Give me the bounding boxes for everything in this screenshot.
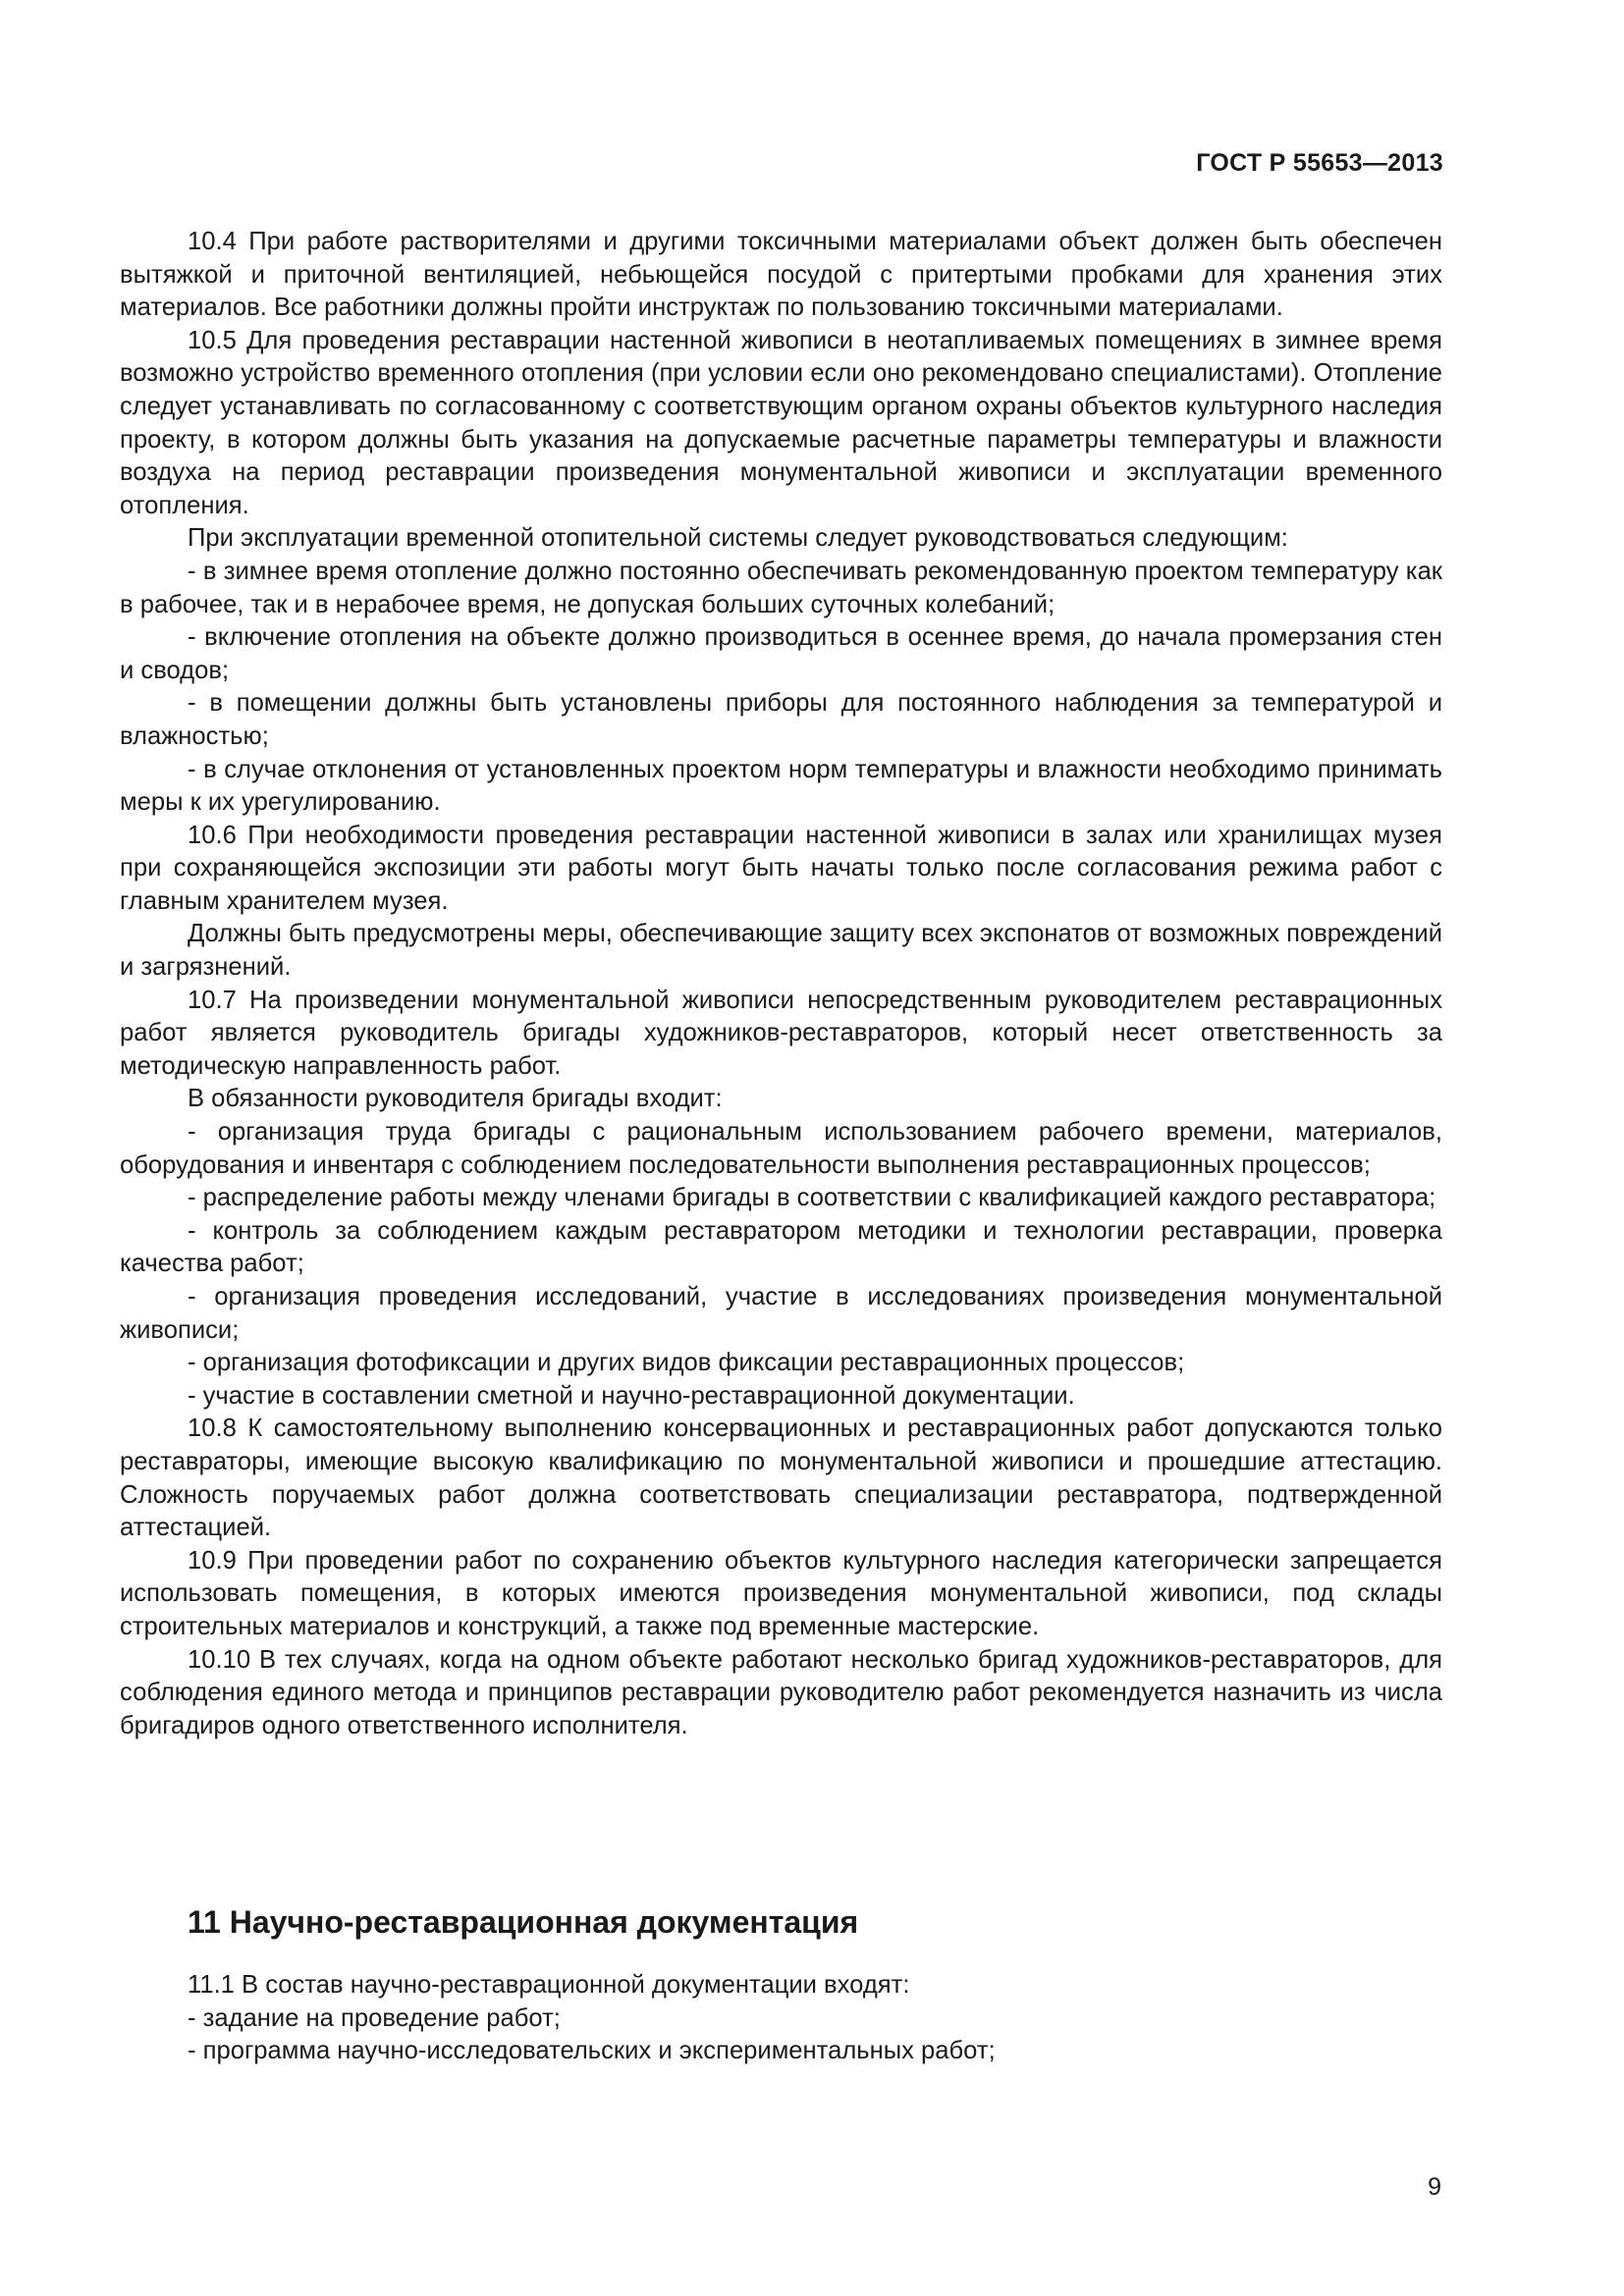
list-item: - включение отопления на объекте должно производиться в осеннее время, до начала промерзания стен и сводов; — [120, 623, 1442, 684]
paragraph-10-4: 10.4 При работе растворителями и другими токсичными материалами объект должен быть обеспечен вытяжкой и приточной вентиляцией, небьющейся посудой с притертыми пробками для хранения этих материалов. Все работники должны пройти инструктаж по пользованию токсичными материалами. — [120, 228, 1442, 322]
section-11-body — [188, 1969, 1435, 2068]
document-standard-id: ГОСТ Р 55653—2013 — [1196, 149, 1443, 177]
paragraph-10-7: 10.7 На произведении монументальной живописи непосредственным руководителем реставрационных работ является руководитель бригады художников-реставраторов, который несет ответственность за методическую направленность работ. — [120, 986, 1442, 1080]
paragraph-10-10: 10.10 В тех случаях, когда на одном объекте работают несколько бригад художников-реставраторов, для соблюдения единого метода и принципов реставрации руководителю работ рекомендуется назначить из числа бригадиров одного ответственного исполнителя. — [120, 1645, 1442, 1739]
paragraph-10-8: 10.8 К самостоятельному выполнению консервационных и реставрационных работ допускаются только реставраторы, имеющие высокую квалификацию по монументальной живописи и прошедшие аттестацию. Сложность поручаемых работ должна соответствовать специализации реставратора, подтвержденной аттестацией. — [120, 1415, 1442, 1542]
list-item: - программа научно-исследовательских и экспериментальных работ; — [188, 2037, 996, 2065]
list-item: - распределение работы между членами бригады в соответствии с квалификацией каждого реставратора; — [188, 1184, 1436, 1212]
paragraph-10-9: 10.9 При проведении работ по сохранению объектов культурного наследия категорически запрещается использовать помещения, в которых имеются произведения монументальной живописи, под склады строительных материалов и конструкций, а также под временные мастерские. — [120, 1546, 1442, 1640]
page-number: 9 — [1428, 2173, 1441, 2201]
list-item: - участие в составлении сметной и научно-реставрационной документации. — [188, 1381, 1075, 1410]
section-11-heading: 11 Научно-реставрационная документация — [188, 1904, 859, 1940]
section-10-body — [120, 226, 1442, 1742]
list-item: - в зимнее время отопление должно постоянно обеспечивать рекомендованную проектом температуру как в рабочее, так и в нерабочее время, не допуская больших суточных колебаний; — [120, 557, 1442, 618]
list-item: - в помещении должны быть установлены приборы для постоянного наблюдения за температурой и влажностью; — [120, 689, 1442, 750]
list-item: - в случае отклонения от установленных проектом норм температуры и влажности необходимо принимать меры к их урегулированию. — [120, 755, 1442, 817]
paragraph-duties-intro: В обязанности руководителя бригады входит: — [188, 1085, 723, 1113]
paragraph-protection: Должны быть предусмотрены меры, обеспечивающие защиту всех экспонатов от возможных повреждений и загрязнений. — [120, 920, 1442, 982]
paragraph-10-5: 10.5 Для проведения реставрации настенной живописи в неотапливаемых помещениях в зимнее время возможно устройство временного отопления (при условии если оно рекомендовано специалистами). Отопление следует устанавливать по согласованному с соответствующим органом охраны объектов культурного наследия проекту, в котором должны быть указания на допускаемые расчетные параметры температуры и влажности воздуха на период реставрации произведения монументальной живописи и эксплуатации временного отопления. — [120, 326, 1442, 519]
list-item: - задание на проведение работ; — [188, 2003, 561, 2032]
list-item: - контроль за соблюдением каждым реставратором методики и технологии реставрации, проверка качества работ; — [120, 1216, 1442, 1278]
list-item: - организация труда бригады с рациональным использованием рабочего времени, материалов, оборудования и инвентаря с соблюдением последовательности выполнения реставрационных процессов; — [120, 1118, 1442, 1179]
list-item: - организация проведения исследований, участие в исследованиях произведения монументальной живописи; — [120, 1283, 1442, 1344]
paragraph-heating-intro: При эксплуатации временной отопительной системы следует руководствоваться следующим: — [188, 524, 1288, 553]
paragraph-11-1: 11.1 В состав научно-реставрационной документации входят: — [188, 1971, 910, 1999]
list-item: - организация фотофиксации и других видов фиксации реставрационных процессов; — [188, 1349, 1185, 1377]
paragraph-10-6: 10.6 При необходимости проведения реставрации настенной живописи в залах или хранилищах музея при сохраняющейся экспозиции эти работы могут быть начаты только после согласования режима работ с главным хранителем музея. — [120, 821, 1442, 915]
